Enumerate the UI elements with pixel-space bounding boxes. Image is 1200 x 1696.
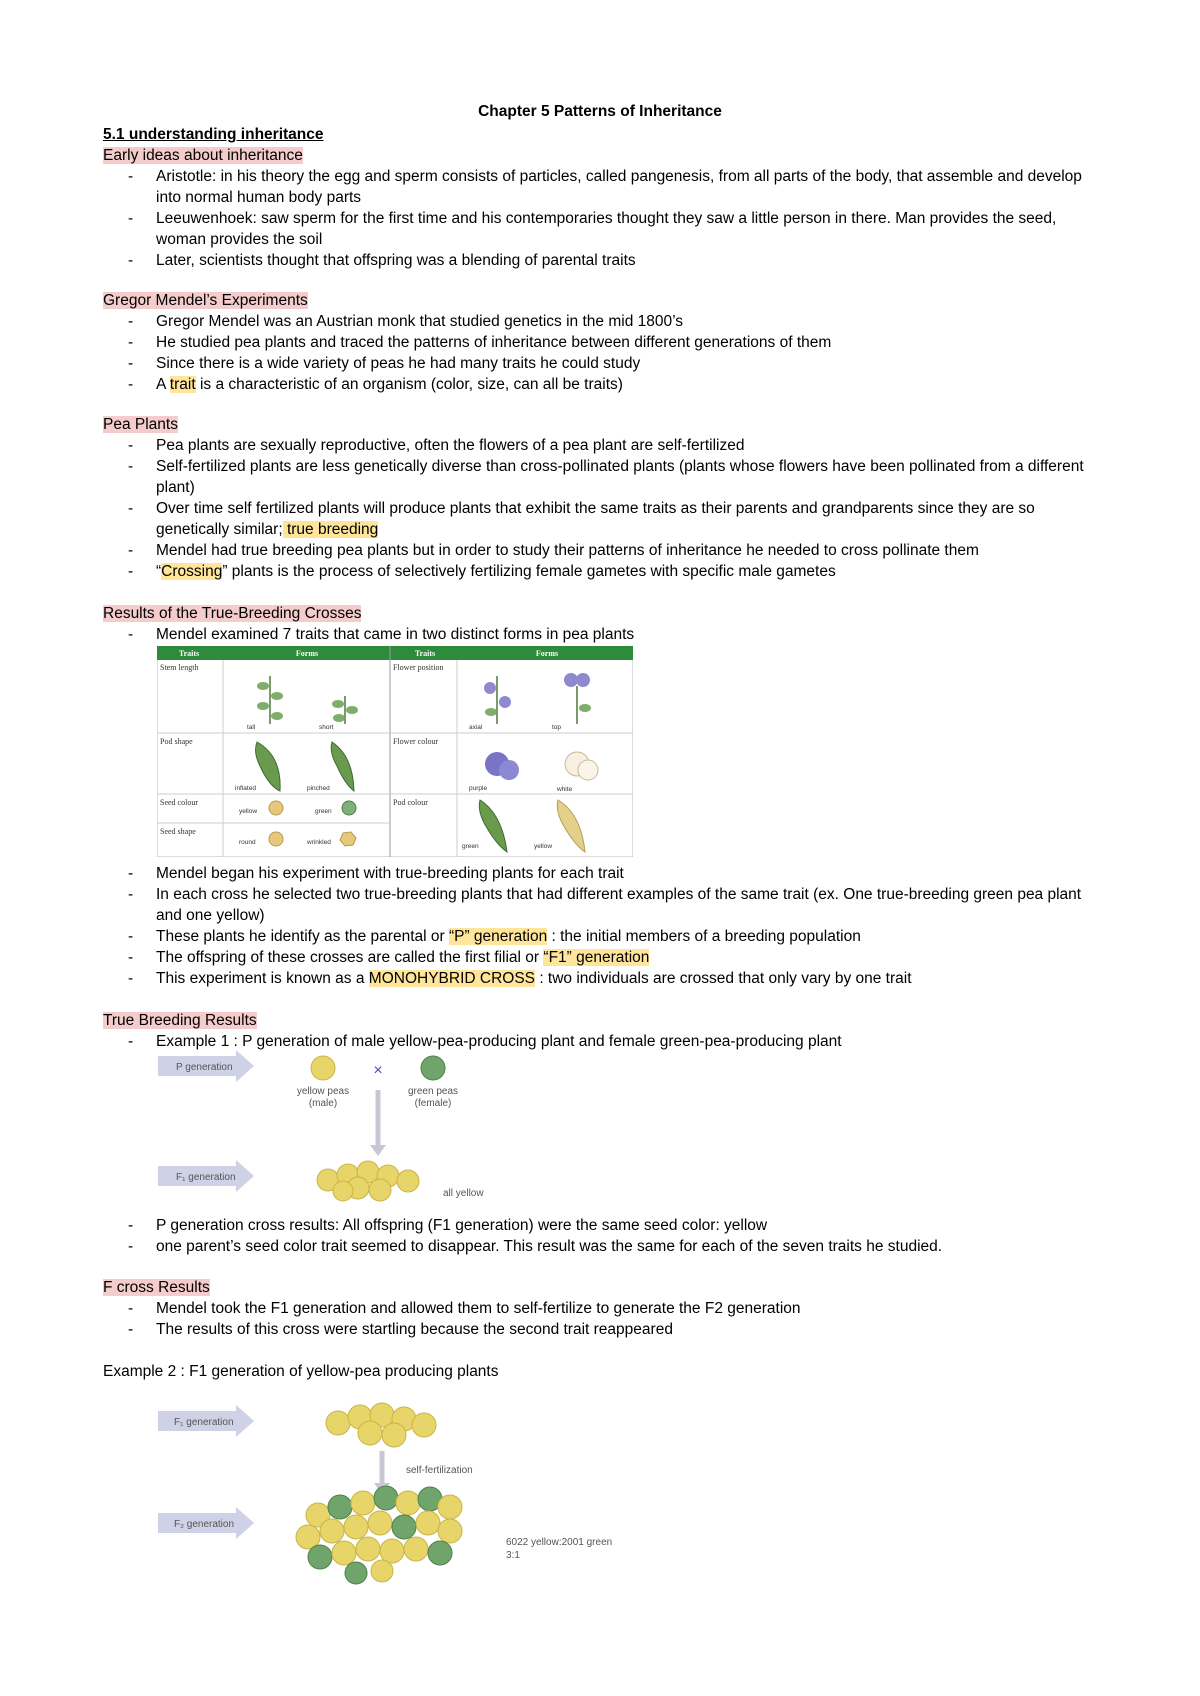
list-item: - Aristotle: in his theory the egg and sperm consists of particles, called pangenesis, from all parts of the body, that assemble and develop into normal human body parts bbox=[103, 166, 1103, 208]
form-inflated: inflated bbox=[235, 785, 256, 792]
list-item: - one parent’s seed color trait seemed to disappear. This result was the same for each of the seven traits he studied. bbox=[103, 1236, 1103, 1257]
form-tall: tall bbox=[247, 724, 256, 731]
list-item: - Mendel began his experiment with true-breeding plants for each trait bbox=[103, 863, 1103, 884]
results-heading: Results of the True-Breeding Crosses bbox=[103, 605, 362, 622]
form-white: white bbox=[557, 786, 573, 793]
text-run: A bbox=[156, 376, 170, 393]
trait-pod-colour: Pod colour bbox=[393, 798, 428, 807]
list-item bbox=[103, 968, 1103, 989]
f1-yellow-peas-icon bbox=[326, 1403, 436, 1447]
table-header-traits: Traits bbox=[178, 649, 200, 658]
form-green: green bbox=[315, 808, 332, 815]
f2-generation-figure bbox=[158, 1395, 628, 1595]
yellow-seed-icon bbox=[269, 801, 283, 815]
self-fertilization-label: self-fertilization bbox=[406, 1465, 473, 1476]
text-run: These plants he identify as the parental or bbox=[156, 928, 449, 945]
yellow-pea-icon bbox=[311, 1056, 335, 1080]
form-yellow: yellow bbox=[239, 808, 258, 815]
f2-peas-cluster-icon bbox=[296, 1486, 462, 1584]
term-highlight: Crossing bbox=[161, 563, 223, 580]
list-item: - P generation cross results: All offspring (F1 generation) were the same seed color: yellow bbox=[103, 1215, 1103, 1236]
term-highlight: “P” generation bbox=[448, 928, 548, 945]
text-run: Over time self fertilized plants will produce plants that exhibit the same traits as their parents and grandparents since they are so genetically similar; bbox=[156, 500, 1035, 538]
down-arrowhead-icon bbox=[370, 1145, 386, 1156]
pea-plants-heading: Pea Plants bbox=[103, 416, 178, 433]
page-title: Chapter 5 Patterns of Inheritance bbox=[478, 103, 722, 120]
early-ideas-block bbox=[103, 124, 1103, 271]
pea-plants-block bbox=[103, 414, 1103, 582]
table-header-forms: Forms bbox=[535, 649, 559, 658]
text-run: : two individuals are crossed that only vary by one trait bbox=[535, 970, 912, 987]
list-item: - Since there is a wide variety of peas he had many traits he could study bbox=[103, 353, 1103, 374]
f1-generation-label: F₁ generation bbox=[174, 1417, 234, 1428]
f-cross-block bbox=[103, 1277, 1103, 1382]
form-round: round bbox=[239, 839, 256, 846]
text-run: This experiment is known as a bbox=[156, 970, 369, 987]
yellow-peas-sub: (male) bbox=[308, 1098, 338, 1109]
term-highlight: MONOHYBRID CROSS bbox=[368, 970, 536, 987]
mendel-block bbox=[103, 290, 1103, 395]
form-purple: purple bbox=[469, 785, 488, 792]
f-cross-heading: F cross Results bbox=[103, 1279, 210, 1296]
trait-seed-colour: Seed colour bbox=[160, 798, 198, 807]
list-item: - Mendel examined 7 traits that came in two distinct forms in pea plants bbox=[103, 624, 1103, 645]
list-item: - In each cross he selected two true-breeding plants that had different examples of the same trait (ex. One true-breeding green pea plant and one yellow) bbox=[103, 884, 1103, 926]
true-breeding-block bbox=[103, 1010, 1103, 1052]
round-seed-icon bbox=[269, 832, 283, 846]
text-run: : the initial members of a breeding population bbox=[547, 928, 861, 945]
list-item bbox=[103, 926, 1103, 947]
text-run: ” plants is the process of selectively fertilizing female gametes with specific male gametes bbox=[222, 563, 836, 580]
true-breeding-list-block bbox=[103, 1215, 1103, 1257]
list-item: - Self-fertilized plants are less genetically diverse than cross-pollinated plants (plants whose flowers have been pollinated from a different plant) bbox=[103, 456, 1103, 498]
list-item: - He studied pea plants and traced the patterns of inheritance between different generations of them bbox=[103, 332, 1103, 353]
ratio-label: 3:1 bbox=[506, 1550, 520, 1561]
yellow-peas-label: yellow peas bbox=[296, 1086, 350, 1097]
list-item: - Example 1 : P generation of male yellow-pea-producing plant and female green-pea-producing plant bbox=[103, 1031, 1103, 1052]
text-run: “ bbox=[156, 563, 162, 580]
trait-stem-length: Stem length bbox=[160, 663, 199, 672]
green-peas-sub: (female) bbox=[414, 1098, 452, 1109]
list-item: - Pea plants are sexually reproductive, often the flowers of a pea plant are self-fertilized bbox=[103, 435, 1103, 456]
table-header-traits: Traits bbox=[414, 649, 436, 658]
all-yellow-label: all yellow bbox=[443, 1188, 484, 1199]
form-pod-green: green bbox=[462, 843, 479, 850]
text-run: The offspring of these crosses are called the first filial or bbox=[156, 949, 544, 966]
term-highlight: true breeding bbox=[282, 521, 379, 538]
trait-flower-position: Flower position bbox=[393, 663, 444, 672]
list-item bbox=[103, 561, 1103, 582]
early-ideas-heading: Early ideas about inheritance bbox=[103, 147, 303, 164]
results-list-block bbox=[103, 863, 1103, 989]
example-2-line: Example 2 : F1 generation of yellow-pea producing plants bbox=[103, 1363, 499, 1380]
form-pod-yellow: yellow bbox=[534, 843, 553, 850]
p-generation-label: P generation bbox=[176, 1062, 233, 1073]
term-highlight: “F1” generation bbox=[543, 949, 650, 966]
trait-flower-colour: Flower colour bbox=[393, 737, 439, 746]
list-item: - Leeuwenhoek: saw sperm for the first time and his contemporaries thought they saw a little person in there. Man provides the seed, woman provides the soil bbox=[103, 208, 1103, 250]
list-item bbox=[103, 374, 1103, 395]
results-header-block bbox=[103, 603, 1103, 645]
section-heading: 5.1 understanding inheritance bbox=[103, 126, 324, 143]
true-breeding-heading: True Breeding Results bbox=[103, 1012, 257, 1029]
term-highlight: trait bbox=[169, 376, 196, 393]
list-item: - Mendel took the F1 generation and allowed them to self-fertilize to generate the F2 generation bbox=[103, 1298, 1103, 1319]
ratio-counts-label: 6022 yellow:2001 green bbox=[506, 1537, 613, 1548]
traits-table-figure bbox=[157, 646, 633, 857]
green-seed-icon bbox=[342, 801, 356, 815]
mendel-heading: Gregor Mendel’s Experiments bbox=[103, 292, 308, 309]
f2-generation-label: F₂ generation bbox=[174, 1519, 235, 1530]
form-short: short bbox=[319, 724, 334, 731]
green-peas-label: green peas bbox=[407, 1086, 459, 1097]
trait-pod-shape: Pod shape bbox=[160, 737, 193, 746]
cross-symbol: × bbox=[373, 1062, 383, 1079]
text-run: is a characteristic of an organism (color, size, can all be traits) bbox=[195, 376, 623, 393]
form-top: top bbox=[552, 724, 562, 731]
yellow-peas-cluster-icon bbox=[317, 1161, 419, 1201]
green-pea-icon bbox=[421, 1056, 445, 1080]
form-pinched: pinched bbox=[307, 785, 330, 792]
list-item bbox=[103, 947, 1103, 968]
list-item: - The results of this cross were startling because the second trait reappeared bbox=[103, 1319, 1103, 1340]
form-axial: axial bbox=[469, 724, 483, 731]
f1-generation-label: F₁ generation bbox=[176, 1172, 236, 1183]
list-item bbox=[103, 498, 1103, 540]
list-item: - Mendel had true breeding pea plants but in order to study their patterns of inheritance he needed to cross pollinate them bbox=[103, 540, 1103, 561]
table-header-forms: Forms bbox=[295, 649, 319, 658]
trait-seed-shape: Seed shape bbox=[160, 827, 196, 836]
p-generation-figure bbox=[158, 1050, 508, 1205]
list-item: - Later, scientists thought that offspring was a blending of parental traits bbox=[103, 250, 1103, 271]
list-item: - Gregor Mendel was an Austrian monk that studied genetics in the mid 1800’s bbox=[103, 311, 1103, 332]
form-wrinkled: wrinkled bbox=[307, 839, 331, 846]
